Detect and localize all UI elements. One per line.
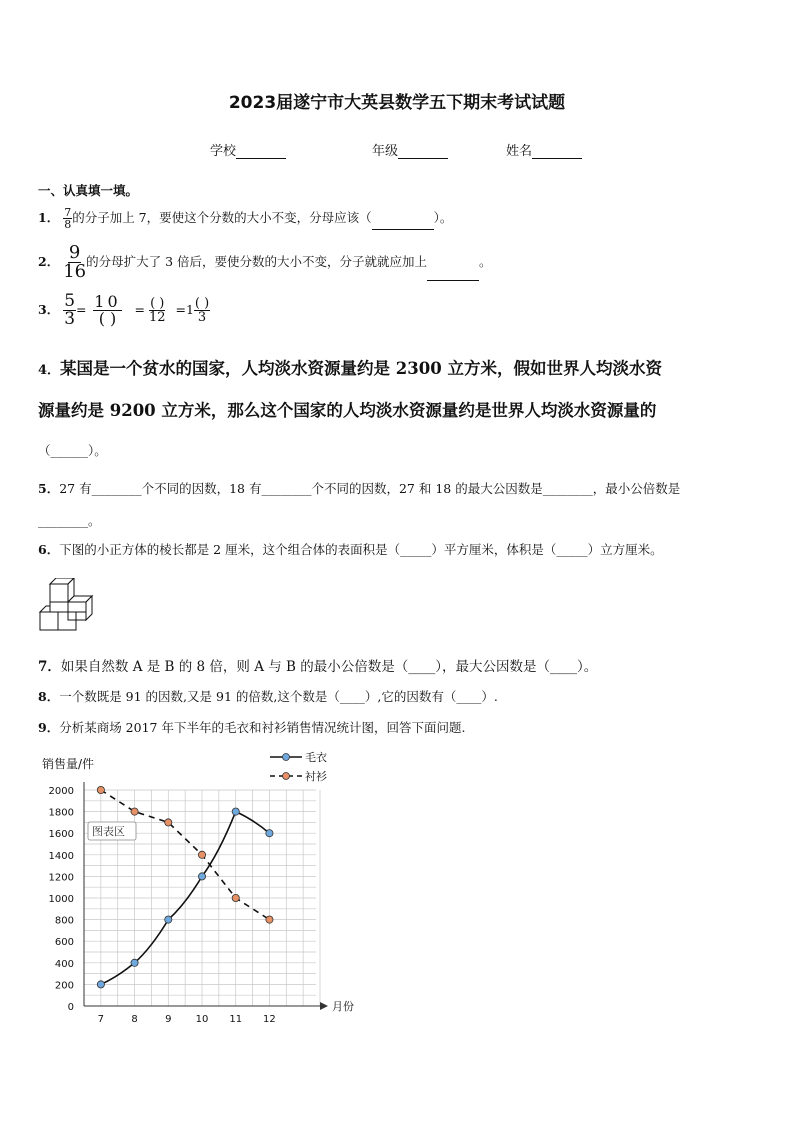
fraction-2 (90, 294, 124, 327)
x-axis-arrow-icon (320, 1002, 328, 1010)
cube-left-face (40, 606, 50, 612)
question-text: 的分子加上 7，要使这个分数的大小不变，分母应该（ (72, 210, 372, 225)
x-tick-label: 7 (97, 1014, 105, 1025)
question-4-line-3: （______）。 (38, 443, 107, 458)
question-8 (38, 687, 498, 705)
question-number: 9． (38, 720, 60, 735)
name-field (506, 140, 582, 159)
name-blank (532, 144, 582, 159)
equals-sign: = (175, 302, 186, 317)
numerator: ( ) (150, 296, 165, 311)
data-point-sweater (198, 873, 205, 880)
data-point-sweater (165, 916, 172, 923)
question-number: 4． (38, 363, 61, 378)
answer-blank (372, 215, 434, 230)
question-5-line-1 (38, 479, 680, 497)
y-tick-label: 1800 (48, 807, 74, 819)
equals-sign: = (76, 302, 87, 317)
grade-label: 年级 (372, 144, 399, 159)
question-number: 6． (38, 542, 60, 557)
y-tick-label: 200 (54, 980, 74, 992)
data-point-shirt (198, 851, 205, 858)
question-2 (38, 244, 492, 281)
y-tick-label: 1200 (48, 872, 74, 884)
denominator: 3 (197, 310, 207, 325)
question-text: 的分母扩大了 3 倍后，要使分数的大小不变，分子就就应加上 (86, 254, 427, 269)
question-number: 8． (38, 689, 60, 704)
legend-marker-shirt (283, 773, 290, 780)
denominator: 8 (64, 218, 72, 231)
question-number: 7． (38, 659, 61, 675)
question-6 (38, 540, 663, 558)
cube-top-front (50, 584, 68, 602)
data-point-sweater (266, 830, 273, 837)
fraction-3 (149, 297, 166, 324)
legend (270, 751, 327, 783)
question-4-line-2: 源量约是 9200 立方米，那么这个国家的人均淡水资源量约是世界人均淡水资源量的 (38, 401, 657, 420)
school-label: 学校 (210, 144, 237, 159)
cube-right-front (68, 602, 86, 620)
question-text: 27 有________个不同的因数，18 有________个不同的因数，27 和 18 的最大公因数是________，最小公倍数是 (59, 481, 681, 496)
y-tick-label: 600 (54, 937, 74, 949)
y-tick-label: 0 (67, 1002, 74, 1013)
question-text: 一个数既是 91 的因数,又是 91 的倍数,这个数是（____）,它的因数有（____）. (59, 689, 498, 704)
legend-label-sweater: 毛衣 (305, 751, 327, 764)
data-point-shirt (131, 808, 138, 815)
section-heading: 一、认真填一填。 (38, 183, 139, 198)
grade-field (372, 140, 448, 159)
numerator: 10 (94, 292, 121, 311)
numerator: 9 (68, 242, 81, 263)
question-number: 3． (38, 302, 60, 317)
question-end: 。 (479, 254, 492, 269)
denominator: 16 (63, 261, 87, 282)
question-4-line-1 (38, 355, 662, 379)
question-3 (38, 293, 210, 328)
question-text: 某国是一个贫水的国家，人均淡水资源量约是 2300 立方米，假如世界人均淡水资 (60, 359, 662, 378)
cube-figure (36, 578, 96, 636)
data-point-shirt (165, 819, 172, 826)
question-number: 1． (38, 210, 60, 225)
svg-text:图表区: 图表区 (92, 825, 125, 838)
school-field (210, 140, 286, 159)
line-chart (30, 748, 370, 1033)
fraction-4 (194, 297, 210, 324)
denominator: 3 (64, 309, 76, 329)
legend-marker-sweater (283, 754, 290, 761)
data-point-sweater (131, 959, 138, 966)
question-9 (38, 718, 465, 736)
legend-box-label (88, 822, 136, 840)
legend-label-shirt: 衬衫 (305, 770, 327, 783)
cube-left-front (40, 612, 58, 630)
y-tick-label: 800 (54, 915, 74, 927)
question-text: 下图的小正方体的棱长都是 2 厘米，这个组合体的表面积是（_____）平方厘米，体积是（_____）立方厘米。 (59, 542, 663, 557)
y-axis-label: 销售量/件 (42, 757, 95, 771)
x-tick-label: 11 (229, 1014, 243, 1025)
y-tick-label: 1400 (48, 850, 74, 862)
y-tick-labels (49, 786, 74, 1013)
y-tick-label: 400 (54, 958, 74, 970)
numerator: 7 (64, 206, 72, 219)
data-point-sweater (97, 981, 104, 988)
question-number: 5． (38, 481, 60, 496)
numerator: ( ) (194, 296, 210, 311)
x-axis-label: 月份 (332, 1000, 354, 1013)
denominator: ( ) (98, 309, 117, 328)
question-end: ）。 (433, 210, 453, 225)
denominator: 12 (148, 310, 166, 325)
fraction (63, 244, 86, 281)
numerator: 5 (64, 291, 76, 311)
x-tick-label: 8 (131, 1014, 138, 1025)
page-title: 2023届遂宁市大英县数学五下期末考试试题 (228, 93, 566, 113)
question-1 (38, 207, 452, 230)
question-5-line-2: ________。 (38, 513, 101, 528)
y-tick-label: 2000 (48, 786, 74, 797)
data-point-sweater (232, 808, 239, 815)
answer-blank (427, 266, 479, 281)
data-point-shirt (266, 916, 273, 923)
question-number: 2． (38, 254, 60, 269)
chart-axes (84, 782, 328, 1010)
question-text: 分析某商场 2017 年下半年的毛衣和衬衫销售情况统计图，回答下面问题. (59, 720, 466, 735)
x-tick-label: 10 (195, 1014, 209, 1025)
x-tick-label: 12 (263, 1014, 276, 1025)
equals-sign: = (134, 302, 145, 317)
data-point-shirt (97, 786, 104, 793)
y-tick-label: 1600 (48, 829, 74, 841)
grade-blank (398, 144, 448, 159)
y-tick-label: 1000 (48, 894, 74, 905)
fraction-1 (63, 293, 76, 328)
data-point-shirt (232, 894, 239, 901)
fraction (63, 207, 72, 230)
whole-number: 1 (185, 302, 194, 317)
x-tick-labels (98, 1014, 276, 1025)
question-text: 如果自然数 A 是 B 的 8 倍，则 A 与 B 的最小公倍数是（____），最大公因数是（____）。 (60, 659, 598, 675)
x-tick-label: 9 (165, 1014, 172, 1025)
school-blank (236, 144, 286, 159)
question-7 (38, 655, 597, 675)
name-label: 姓名 (506, 144, 533, 159)
